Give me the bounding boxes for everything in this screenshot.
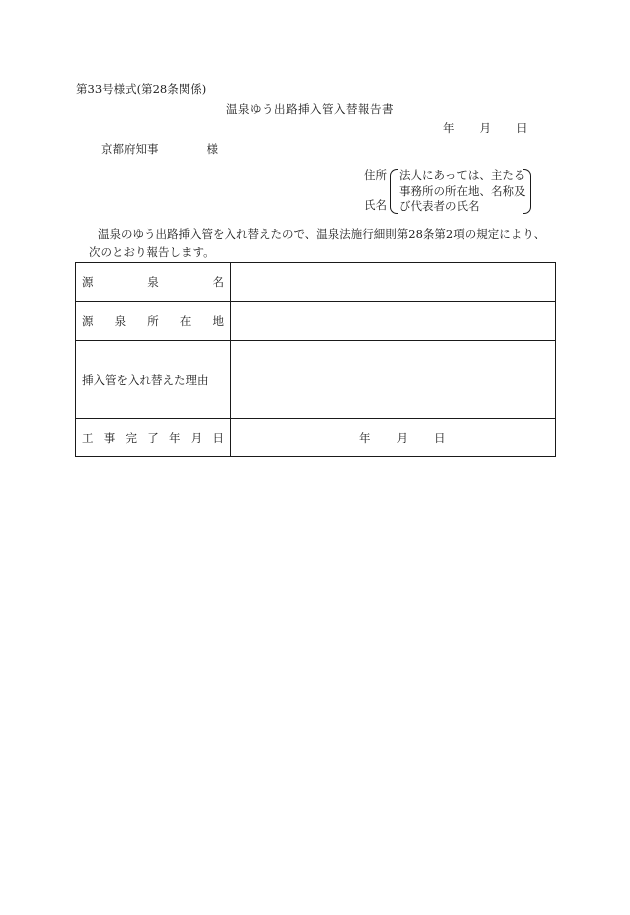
applicant-note [399,168,529,215]
completion-date-label: 工 事 完 了 年 月 日 [76,419,231,457]
note-line: 事務所の所在地、名称及 [399,183,526,198]
completion-day-label: 日 [434,430,446,445]
source-name-label: 源 泉 名 [76,263,231,302]
source-location-field[interactable] [231,302,556,341]
address-label: 住所 [364,168,387,182]
document-title: 温泉ゆう出路挿入管入替報告書 [226,102,394,116]
completion-year-label: 年 [359,430,371,445]
applicant-block [364,168,534,214]
addressee [101,144,218,156]
body-text: 温泉のゆう出路挿入管を入れ替えたので、温泉法施行細則第28条第2項の規定により、 [98,227,546,241]
source-location-label: 源 泉 所 在 地 [76,302,231,341]
table-row [76,341,556,419]
table-row [76,263,556,302]
date-day-label: 日 [516,121,528,135]
reason-field[interactable] [231,341,556,419]
table-row [76,302,556,341]
date-year-label: 年 [443,121,455,135]
name-label: 氏名 [364,198,387,212]
addressee-name: 京都府知事 [101,142,159,156]
date-month-label: 月 [479,121,491,135]
note-line: び代表者の氏名 [399,199,480,213]
completion-month-label: 月 [396,430,408,445]
table-row [76,419,556,457]
left-bracket [390,169,398,214]
note-line: 法人にあっては、主たる [399,168,526,182]
reason-label: 挿入管を入れ替えた理由 [76,341,231,419]
body-text: 次のとおり報告します。 [89,245,215,259]
report-table [75,262,556,457]
source-name-field[interactable] [231,263,556,302]
report-date [443,123,528,135]
form-number: 第33号様式(第28条関係) [76,82,207,96]
completion-date-field[interactable] [231,419,556,457]
addressee-honorific: 様 [206,142,218,156]
right-bracket [523,169,531,214]
